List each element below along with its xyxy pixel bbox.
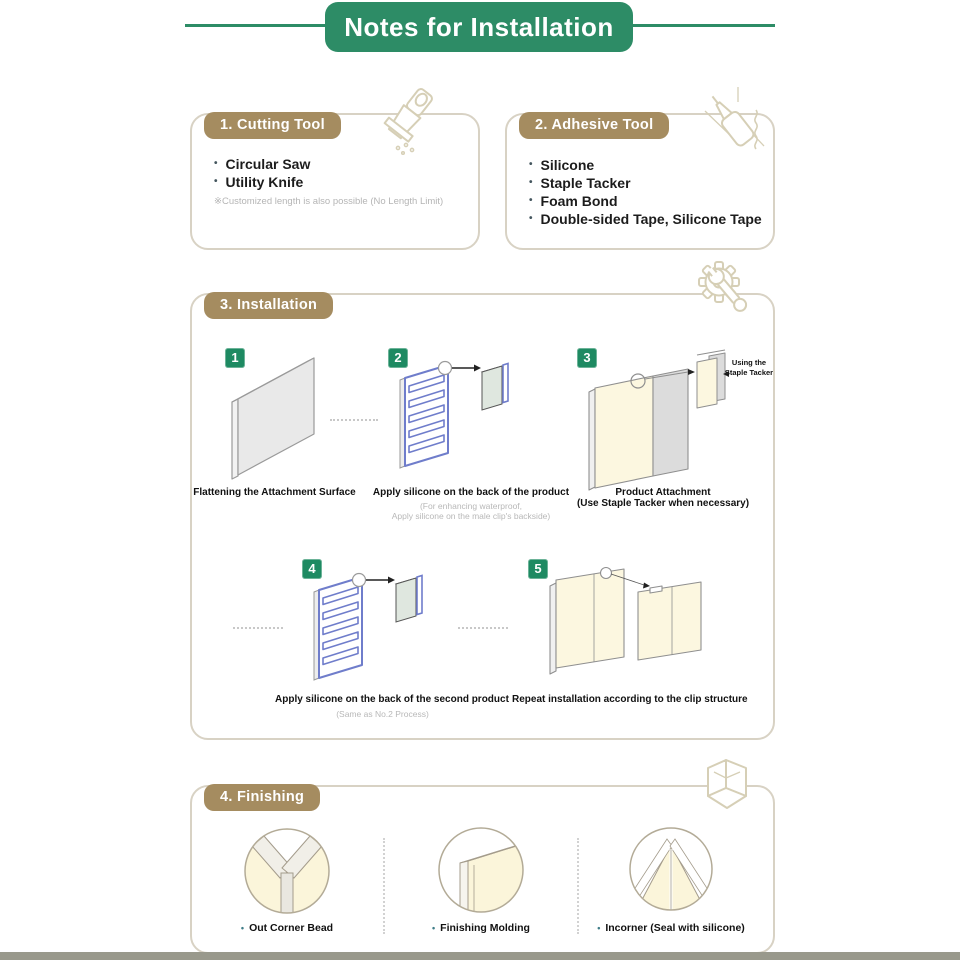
step-number-3: 3 xyxy=(577,348,597,368)
incorner-illustration xyxy=(627,825,715,913)
header-rule-left xyxy=(185,24,327,27)
cutting-tool-note: ※Customized length is also possible (No Length Limit) xyxy=(214,196,444,207)
list-item-label: Double-sided Tape, Silicone Tape xyxy=(540,211,762,227)
list-item-label: Staple Tacker xyxy=(540,175,631,191)
step1-caption: Flattening the Attachment Surface xyxy=(193,487,356,498)
step4-illustration-silicone-panel xyxy=(312,564,437,689)
finishing-caption-molding xyxy=(381,922,581,934)
step3-annotation-line1: Using the xyxy=(731,358,767,367)
finishing-badge-label: 4. Finishing xyxy=(220,789,305,805)
list-item xyxy=(529,192,762,210)
list-item xyxy=(214,173,443,191)
out-corner-bead-illustration xyxy=(242,826,332,916)
cutting-tool-badge-label: 1. Cutting Tool xyxy=(220,117,325,133)
step-number-4: 4 xyxy=(302,559,322,579)
step-number-2: 2 xyxy=(388,348,408,368)
bullet-icon: • xyxy=(529,213,533,224)
glue-gun-icon xyxy=(698,84,774,160)
list-item-label: Circular Saw xyxy=(225,156,311,172)
bullet-icon: • xyxy=(597,923,601,933)
finishing-caption-out-corner xyxy=(187,922,387,934)
bullet-icon: • xyxy=(529,177,533,188)
step-number-5: 5 xyxy=(528,559,548,579)
gear-wrench-icon xyxy=(692,258,756,322)
step-number-1: 1 xyxy=(225,348,245,368)
step-separator-dotted xyxy=(330,419,378,421)
step2-caption: Apply silicone on the back of the product xyxy=(372,487,570,498)
list-item xyxy=(214,155,443,173)
cutting-tool-badge xyxy=(204,112,341,139)
bullet-icon: • xyxy=(529,159,533,170)
bullet-icon: • xyxy=(432,923,436,933)
page-title: Notes for Installation xyxy=(344,11,614,42)
step5-caption: Repeat installation according to the clip structure xyxy=(512,694,748,705)
bottom-bar xyxy=(0,952,960,960)
bullet-icon: • xyxy=(240,923,245,933)
utility-knife-icon xyxy=(372,84,446,160)
header-rule-right xyxy=(632,24,775,27)
list-item-label: Utility Knife xyxy=(225,174,304,190)
list-item-label: Foam Bond xyxy=(540,193,618,209)
adhesive-tool-badge-label: 2. Adhesive Tool xyxy=(535,117,654,133)
step3-caption: Product Attachment xyxy=(615,487,711,498)
bullet-icon: • xyxy=(529,195,533,206)
step4-caption: Apply silicone on the back of the second product xyxy=(275,694,509,705)
cutting-tool-list xyxy=(214,155,443,207)
finishing-caption-incorner xyxy=(571,922,771,934)
finishing-caption-label: Finishing Molding xyxy=(440,922,530,934)
step-separator-dotted xyxy=(233,627,283,629)
adhesive-tool-badge xyxy=(519,112,669,139)
finishing-divider-dotted xyxy=(383,838,385,934)
bullet-icon: • xyxy=(214,176,218,187)
step3-annotation xyxy=(724,358,774,378)
step2-caption-block xyxy=(366,487,576,521)
step3-caption-line2: (Use Staple Tacker when necessary) xyxy=(576,498,750,509)
installation-badge-label: 3. Installation xyxy=(220,297,318,313)
step1-illustration-flat-panel xyxy=(226,350,326,482)
list-item xyxy=(529,174,762,192)
bullet-icon: • xyxy=(214,158,218,169)
step4-caption-block xyxy=(275,694,509,719)
installation-badge xyxy=(204,292,333,319)
adhesive-tool-list xyxy=(529,156,762,228)
finishing-divider-dotted xyxy=(577,838,579,934)
step-separator-dotted xyxy=(458,627,508,629)
step5-illustration-repeat-panels xyxy=(538,562,708,687)
list-item xyxy=(529,210,762,228)
step2-subcaption-1: (For enhancing waterproof, xyxy=(419,501,523,511)
finishing-caption-label: Incorner (Seal with silicone) xyxy=(605,922,745,934)
finishing-molding-illustration xyxy=(436,825,526,915)
step2-illustration-silicone-panel xyxy=(398,352,523,477)
step3-caption-block xyxy=(558,487,768,509)
list-item xyxy=(529,156,762,174)
step2-subcaption-2: Apply silicone on the male clip's backside) xyxy=(391,511,551,521)
step3-annotation-line2: Staple Tacker xyxy=(724,368,774,377)
page-title-banner xyxy=(325,2,633,52)
step4-subcaption: (Same as No.2 Process) xyxy=(336,709,429,719)
finishing-caption-label: Out Corner Bead xyxy=(249,922,334,934)
corner-molding-icon xyxy=(700,756,758,818)
step3-illustration-product-attachment xyxy=(576,342,731,492)
finishing-badge xyxy=(204,784,320,811)
list-item-label: Silicone xyxy=(540,157,595,173)
